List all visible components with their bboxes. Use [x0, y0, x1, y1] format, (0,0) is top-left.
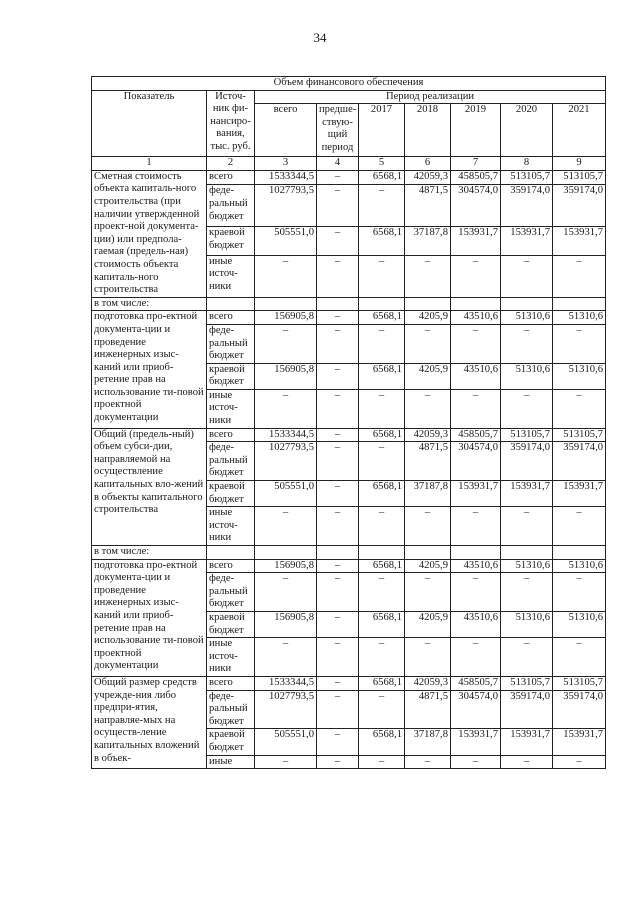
value-cell: 43510,6 — [451, 363, 501, 389]
value-cell: – — [501, 755, 553, 769]
indicator-header: Показатель — [92, 90, 207, 157]
value-cell: 6568,1 — [359, 428, 405, 442]
value-cell: – — [451, 255, 501, 297]
year-header: 2020 — [501, 104, 553, 157]
table-row — [92, 428, 606, 442]
value-cell: – — [405, 389, 451, 428]
value-cell: 51310,6 — [553, 611, 606, 637]
value-cell: – — [317, 573, 359, 612]
value-cell: 51310,6 — [501, 611, 553, 637]
value-cell: – — [317, 507, 359, 546]
source-cell: всего — [207, 559, 255, 573]
table-row — [92, 170, 606, 185]
value-cell: – — [255, 507, 317, 546]
value-cell: – — [317, 428, 359, 442]
value-cell: 37187,8 — [405, 227, 451, 255]
value-cell: – — [359, 507, 405, 546]
value-cell: – — [359, 324, 405, 363]
value-cell: – — [317, 638, 359, 677]
value-cell: 458505,7 — [451, 676, 501, 690]
indicator-cell: Общий (предель-ный) объем субси-дии, направляемой на осуществление капитальных вло-жений в объекты капитального строительства — [92, 428, 207, 545]
value-cell: 37187,8 — [405, 481, 451, 507]
section-subheader: в том числе: — [92, 546, 207, 560]
empty-cell — [451, 297, 501, 311]
value-cell: – — [317, 755, 359, 769]
value-cell: 153931,7 — [553, 729, 606, 755]
source-cell: иные — [207, 755, 255, 769]
empty-cell — [553, 297, 606, 311]
value-cell: 6568,1 — [359, 676, 405, 690]
value-cell: 4205,9 — [405, 311, 451, 325]
value-cell: – — [405, 573, 451, 612]
value-cell: 1027793,5 — [255, 690, 317, 729]
value-cell: 6568,1 — [359, 170, 405, 185]
value-cell: 359174,0 — [553, 690, 606, 729]
value-cell: – — [317, 255, 359, 297]
source-cell: краевой бюджет — [207, 481, 255, 507]
indicator-cell: Общий размер средств учрежде-ния либо предпри-ятия, направляе-мых на осуществ-ление капитальных вложений в объек- — [92, 676, 207, 768]
value-cell: – — [255, 638, 317, 677]
indicator-cell: Сметная стоимость объекта капиталь-ного строительства (при наличии утвержденной проект-ной документа-ции) или предпола-гаемая (предель-ная) стоимость объекта капиталь-ного строительства — [92, 170, 207, 297]
value-cell: 42059,3 — [405, 676, 451, 690]
value-cell: – — [553, 755, 606, 769]
value-cell: – — [359, 755, 405, 769]
source-cell: феде-ральный бюджет — [207, 324, 255, 363]
value-cell: – — [451, 507, 501, 546]
empty-cell — [553, 546, 606, 560]
table-row — [92, 559, 606, 573]
value-cell: 153931,7 — [451, 481, 501, 507]
empty-cell — [451, 546, 501, 560]
value-cell: 4205,9 — [405, 611, 451, 637]
year-header: 2018 — [405, 104, 451, 157]
header-row — [92, 90, 606, 104]
value-cell: 458505,7 — [451, 170, 501, 185]
value-cell: – — [317, 559, 359, 573]
value-cell: 4205,9 — [405, 363, 451, 389]
value-cell: 37187,8 — [405, 729, 451, 755]
value-cell: – — [359, 690, 405, 729]
value-cell: – — [317, 481, 359, 507]
year-header: 2017 — [359, 104, 405, 157]
source-cell: феде-ральный бюджет — [207, 690, 255, 729]
value-cell: 513105,7 — [501, 676, 553, 690]
value-cell: – — [317, 185, 359, 227]
value-cell: – — [255, 389, 317, 428]
column-number: 3 — [255, 157, 317, 171]
value-cell: – — [255, 324, 317, 363]
value-cell: 6568,1 — [359, 729, 405, 755]
source-cell: всего — [207, 170, 255, 185]
value-cell: 4871,5 — [405, 442, 451, 481]
value-cell: 359174,0 — [501, 442, 553, 481]
value-cell: – — [359, 573, 405, 612]
value-cell: 6568,1 — [359, 227, 405, 255]
value-cell: 156905,8 — [255, 363, 317, 389]
value-cell: 153931,7 — [501, 481, 553, 507]
value-cell: 4871,5 — [405, 690, 451, 729]
value-cell: – — [359, 442, 405, 481]
value-cell: 42059,3 — [405, 428, 451, 442]
empty-cell — [207, 297, 255, 311]
value-cell: 153931,7 — [553, 481, 606, 507]
source-cell: всего — [207, 428, 255, 442]
value-cell: 153931,7 — [501, 227, 553, 255]
column-number: 8 — [501, 157, 553, 171]
value-cell: – — [451, 573, 501, 612]
financing-table — [91, 76, 606, 769]
value-cell: 359174,0 — [553, 185, 606, 227]
value-cell: – — [317, 170, 359, 185]
value-cell: – — [405, 324, 451, 363]
value-cell: 505551,0 — [255, 227, 317, 255]
value-cell: – — [317, 324, 359, 363]
value-cell: – — [451, 324, 501, 363]
empty-cell — [255, 546, 317, 560]
value-cell: 4871,5 — [405, 185, 451, 227]
value-cell: 505551,0 — [255, 729, 317, 755]
table-row — [92, 676, 606, 690]
value-cell: – — [317, 389, 359, 428]
value-cell: 51310,6 — [553, 363, 606, 389]
value-cell: 304574,0 — [451, 185, 501, 227]
value-cell: 513105,7 — [553, 676, 606, 690]
value-cell: 156905,8 — [255, 611, 317, 637]
value-cell: 6568,1 — [359, 481, 405, 507]
value-cell: – — [255, 755, 317, 769]
source-cell: феде-ральный бюджет — [207, 573, 255, 612]
value-cell: 359174,0 — [553, 442, 606, 481]
value-cell: – — [405, 638, 451, 677]
value-cell: – — [501, 324, 553, 363]
title-row — [92, 77, 606, 91]
column-number: 9 — [553, 157, 606, 171]
value-cell: 51310,6 — [553, 559, 606, 573]
value-cell: – — [501, 507, 553, 546]
column-number: 6 — [405, 157, 451, 171]
value-cell: 458505,7 — [451, 428, 501, 442]
value-cell: 153931,7 — [501, 729, 553, 755]
value-cell: 1533344,5 — [255, 428, 317, 442]
table-title: Объем финансового обеспечения — [92, 77, 606, 91]
source-cell: всего — [207, 311, 255, 325]
value-cell: 153931,7 — [553, 227, 606, 255]
column-number: 4 — [317, 157, 359, 171]
source-cell: иные источ-ники — [207, 507, 255, 546]
value-cell: 513105,7 — [501, 428, 553, 442]
value-cell: – — [501, 389, 553, 428]
value-cell: – — [451, 638, 501, 677]
value-cell: 6568,1 — [359, 611, 405, 637]
value-cell: – — [451, 755, 501, 769]
source-cell: краевой бюджет — [207, 611, 255, 637]
value-cell: 513105,7 — [553, 428, 606, 442]
empty-cell — [501, 297, 553, 311]
value-cell: – — [501, 255, 553, 297]
section-subheader: в том числе: — [92, 297, 207, 311]
empty-cell — [405, 546, 451, 560]
column-number: 2 — [207, 157, 255, 171]
period-header: Период реализации — [255, 90, 606, 104]
value-cell: – — [553, 573, 606, 612]
value-cell: 51310,6 — [553, 311, 606, 325]
value-cell: – — [451, 389, 501, 428]
subheader-row — [92, 297, 606, 311]
source-cell: краевой бюджет — [207, 363, 255, 389]
value-cell: – — [255, 573, 317, 612]
column-numbers-row — [92, 157, 606, 171]
value-cell: 304574,0 — [451, 690, 501, 729]
value-cell: 6568,1 — [359, 559, 405, 573]
source-cell: краевой бюджет — [207, 227, 255, 255]
value-cell: – — [359, 389, 405, 428]
empty-cell — [317, 297, 359, 311]
value-cell: 304574,0 — [451, 442, 501, 481]
value-cell: – — [405, 255, 451, 297]
value-cell: – — [553, 638, 606, 677]
source-cell: иные источ-ники — [207, 255, 255, 297]
value-cell: 42059,3 — [405, 170, 451, 185]
value-cell: – — [501, 638, 553, 677]
value-cell: – — [317, 690, 359, 729]
value-cell: – — [359, 185, 405, 227]
value-cell: – — [405, 755, 451, 769]
value-cell: 51310,6 — [501, 311, 553, 325]
value-cell: – — [317, 729, 359, 755]
value-cell: 43510,6 — [451, 559, 501, 573]
value-cell: – — [317, 363, 359, 389]
value-cell: 1533344,5 — [255, 170, 317, 185]
value-cell: 1027793,5 — [255, 442, 317, 481]
source-cell: краевой бюджет — [207, 729, 255, 755]
value-cell: 1533344,5 — [255, 676, 317, 690]
value-cell: 153931,7 — [451, 227, 501, 255]
empty-cell — [501, 546, 553, 560]
previous-period-header: предше-ствую-щий период — [317, 104, 359, 157]
value-cell: – — [317, 311, 359, 325]
empty-cell — [255, 297, 317, 311]
empty-cell — [207, 546, 255, 560]
value-cell: – — [317, 611, 359, 637]
source-cell: иные источ-ники — [207, 638, 255, 677]
value-cell: 153931,7 — [451, 729, 501, 755]
source-cell: иные источ-ники — [207, 389, 255, 428]
value-cell: 51310,6 — [501, 363, 553, 389]
value-cell: 359174,0 — [501, 185, 553, 227]
value-cell: 6568,1 — [359, 311, 405, 325]
value-cell: – — [359, 638, 405, 677]
value-cell: 156905,8 — [255, 311, 317, 325]
value-cell: – — [501, 573, 553, 612]
value-cell: 43510,6 — [451, 311, 501, 325]
value-cell: – — [553, 507, 606, 546]
year-header: 2021 — [553, 104, 606, 157]
value-cell: 43510,6 — [451, 611, 501, 637]
empty-cell — [359, 546, 405, 560]
page-number: 34 — [313, 30, 327, 45]
source-cell: феде-ральный бюджет — [207, 185, 255, 227]
empty-cell — [359, 297, 405, 311]
value-cell: 6568,1 — [359, 363, 405, 389]
value-cell: – — [317, 227, 359, 255]
value-cell: 4205,9 — [405, 559, 451, 573]
value-cell: – — [359, 255, 405, 297]
value-cell: – — [317, 442, 359, 481]
value-cell: – — [405, 507, 451, 546]
value-cell: 359174,0 — [501, 690, 553, 729]
value-cell: – — [553, 389, 606, 428]
indicator-cell: подготовка про-ектной документа-ции и проведение инженерных изыс-каний или приоб-ретение прав на использование ти-повой проектной документации — [92, 559, 207, 676]
value-cell: 51310,6 — [501, 559, 553, 573]
column-number: 5 — [359, 157, 405, 171]
value-cell: 513105,7 — [553, 170, 606, 185]
empty-cell — [405, 297, 451, 311]
value-cell: – — [317, 676, 359, 690]
table-row — [92, 311, 606, 325]
value-cell: – — [255, 255, 317, 297]
subheader-row — [92, 546, 606, 560]
source-header: Источ-ник фи-нансиро-вания, тыс. руб. — [207, 90, 255, 157]
indicator-cell: подготовка про-ектной документа-ции и проведение инженерных изыс-каний или приоб-ретение прав на использование ти-повой проектной документации — [92, 311, 207, 428]
source-cell: всего — [207, 676, 255, 690]
source-cell: феде-ральный бюджет — [207, 442, 255, 481]
value-cell: 505551,0 — [255, 481, 317, 507]
value-cell: 1027793,5 — [255, 185, 317, 227]
value-cell: 156905,8 — [255, 559, 317, 573]
year-header: 2019 — [451, 104, 501, 157]
value-cell: – — [553, 324, 606, 363]
value-cell: – — [553, 255, 606, 297]
empty-cell — [317, 546, 359, 560]
value-cell: 513105,7 — [501, 170, 553, 185]
column-number: 7 — [451, 157, 501, 171]
total-header: всего — [255, 104, 317, 157]
column-number: 1 — [92, 157, 207, 171]
